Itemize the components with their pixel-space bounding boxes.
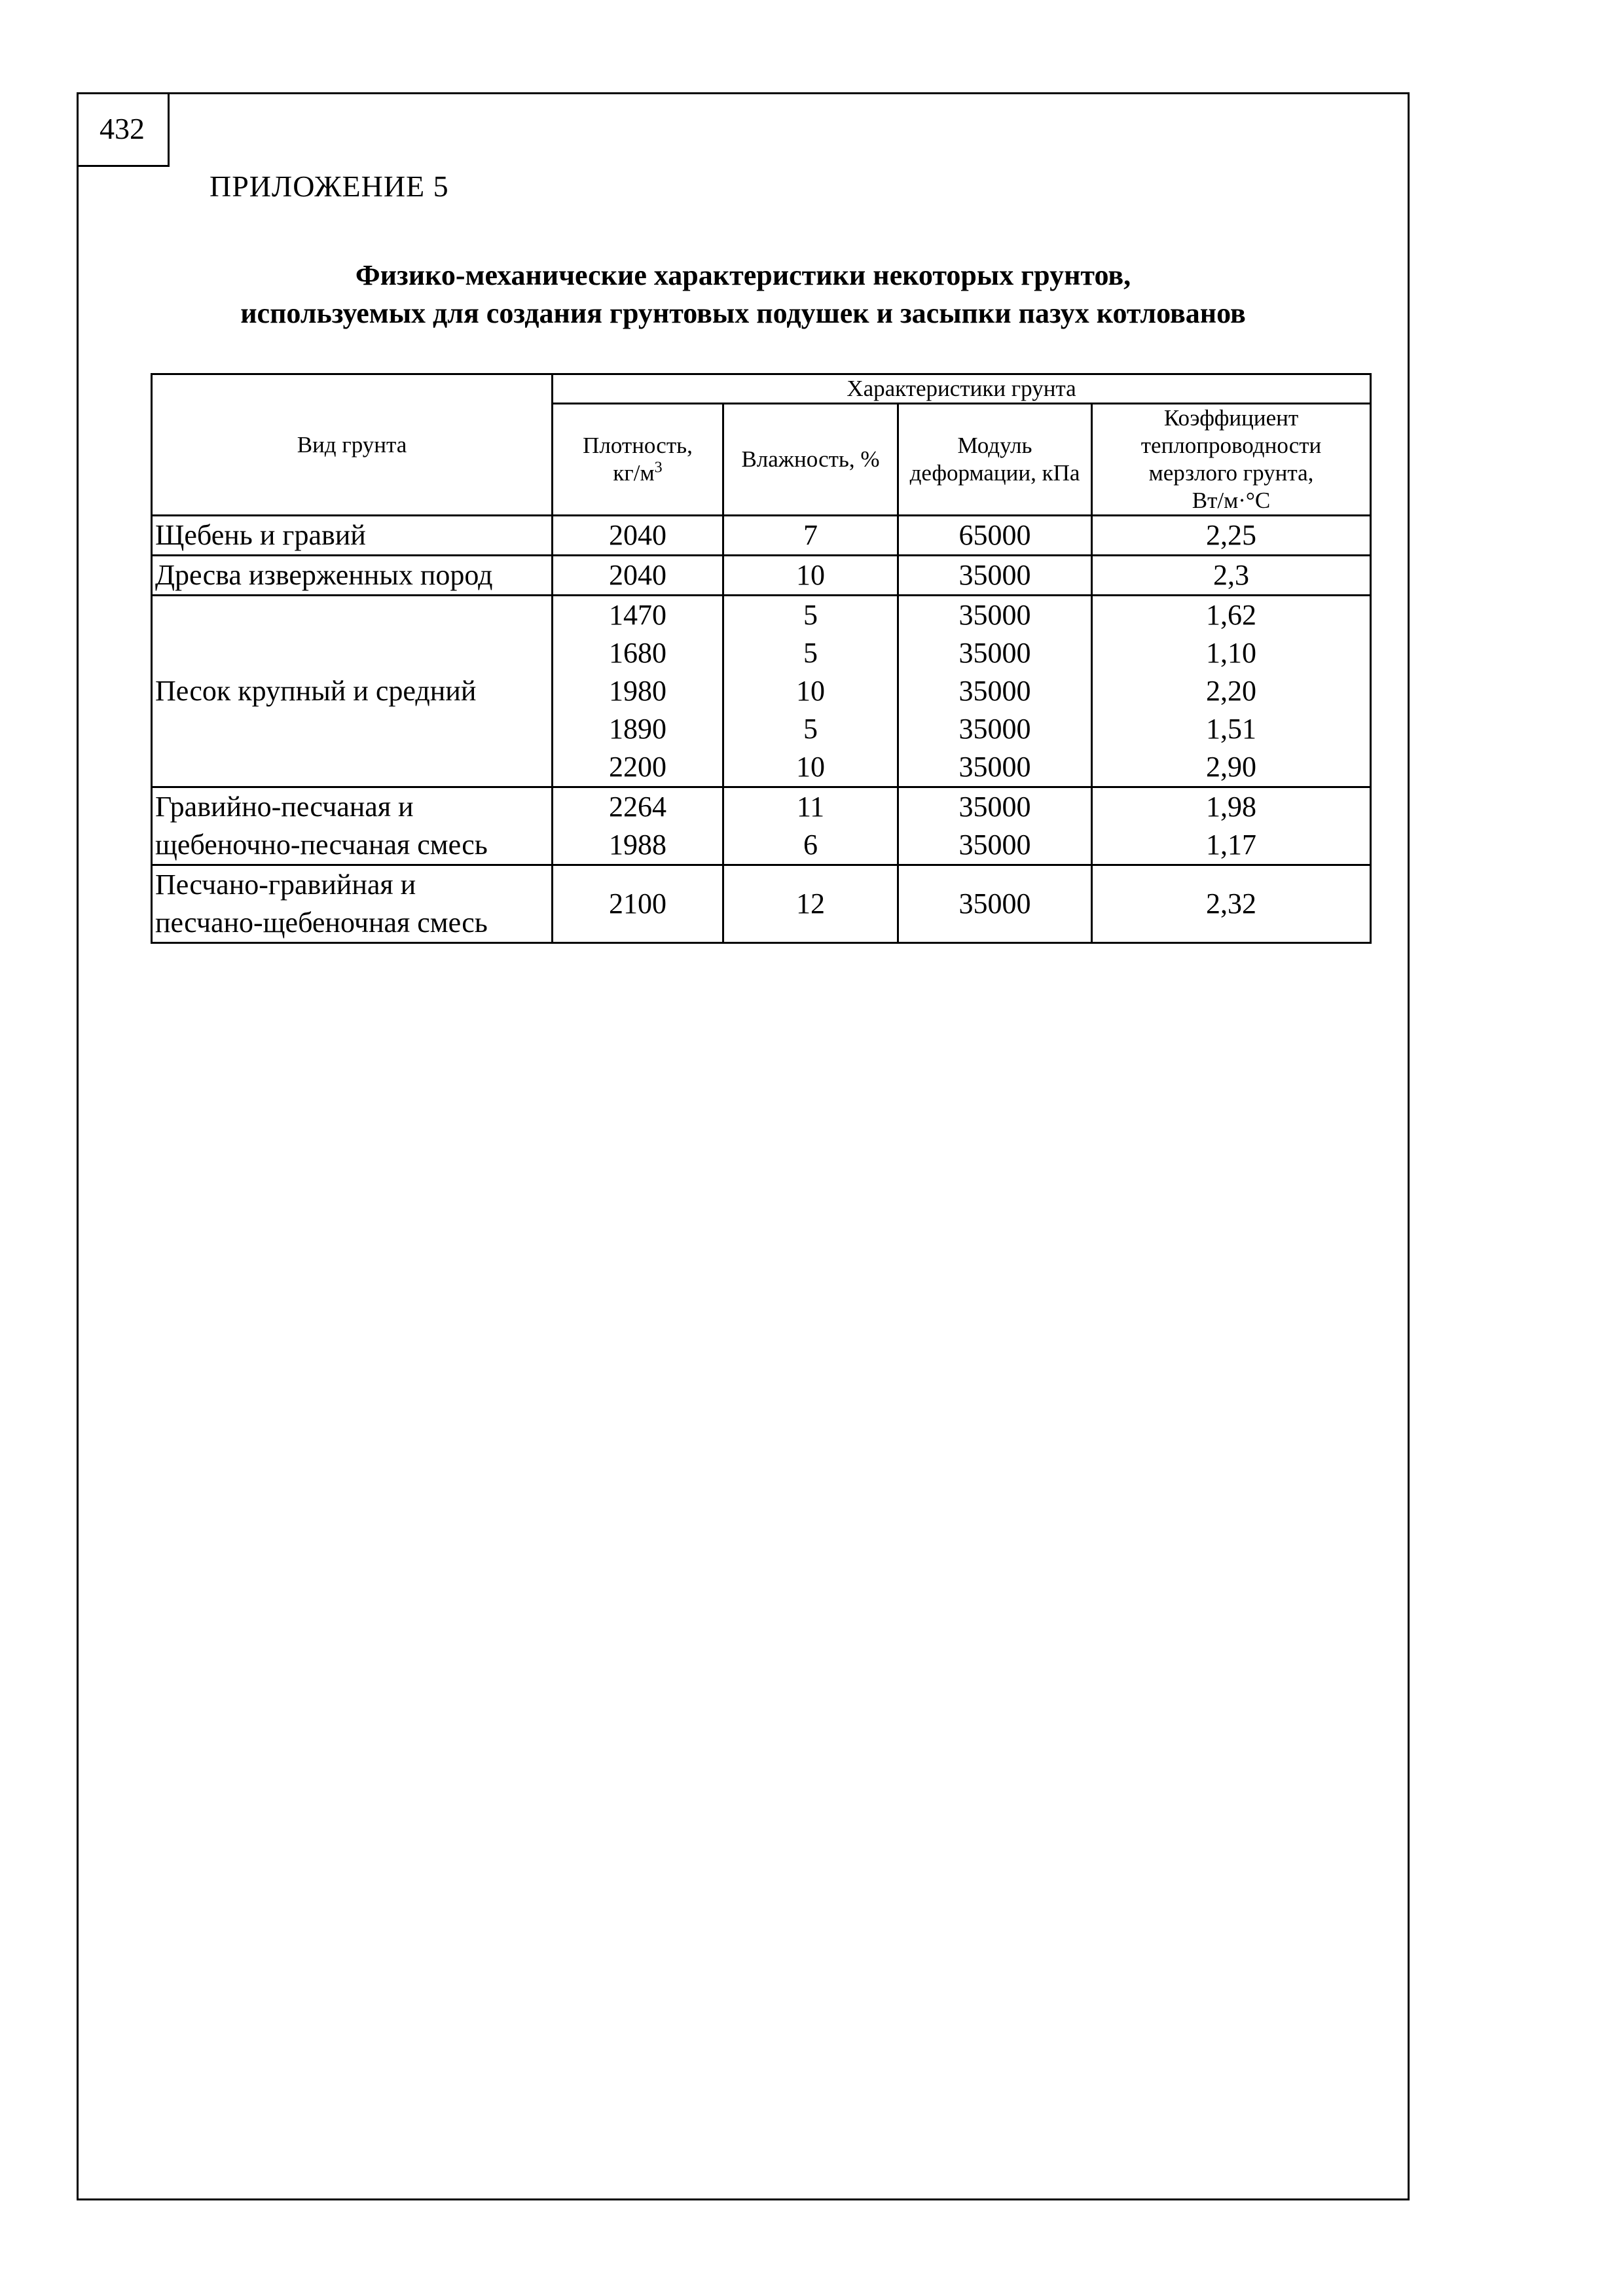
header-coef-line-4: Вт/м·°С	[1192, 488, 1271, 513]
soil-type-line: Гравийно-песчаная и	[155, 791, 414, 823]
thermal-conductivity-cell	[1092, 787, 1371, 865]
header-moisture: Влажность, %	[723, 404, 898, 516]
page-number	[77, 92, 170, 167]
table-row	[152, 516, 1371, 556]
density-cell	[553, 787, 723, 865]
cell-value: 2264	[609, 791, 666, 823]
header-coef-line-3: мерзлого грунта,	[1148, 460, 1314, 486]
cell-value: 2,90	[1206, 751, 1256, 783]
cell-value: 2,25	[1206, 519, 1256, 551]
header-soil-type: Вид грунта	[152, 374, 553, 516]
soil-type-cell	[152, 787, 553, 865]
cell-value: 35000	[958, 599, 1031, 631]
header-coef-line-1: Коэффициент	[1163, 405, 1299, 431]
cell-value: 35000	[958, 791, 1031, 823]
cell-value: 1980	[609, 675, 666, 707]
cell-value: 35000	[958, 829, 1031, 861]
modulus-cell	[898, 865, 1092, 943]
cell-value: 2040	[609, 559, 666, 591]
header-modulus-line-2: деформации, кПа	[909, 460, 1080, 486]
cell-value: 35000	[958, 675, 1031, 707]
cell-value: 6	[803, 829, 818, 861]
cell-value: 35000	[958, 713, 1031, 745]
thermal-conductivity-cell	[1092, 556, 1371, 596]
header-modulus	[898, 404, 1092, 516]
moisture-cell	[723, 556, 898, 596]
cell-value: 1470	[609, 599, 666, 631]
cell-value: 5	[803, 637, 818, 669]
header-density-unit-power: 3	[654, 459, 663, 476]
cell-value: 2040	[609, 519, 666, 551]
soil-type-cell	[152, 556, 553, 596]
soil-type-line: песчано-щебеночная смесь	[155, 906, 488, 939]
modulus-cell	[898, 516, 1092, 556]
soil-type-line: щебеночно-песчаная смесь	[155, 829, 488, 861]
cell-value: 5	[803, 599, 818, 631]
table-row	[152, 865, 1371, 943]
table-row	[152, 787, 1371, 865]
soil-type-line: Песчано-гравийная и	[155, 869, 416, 901]
appendix-label: ПРИЛОЖЕНИЕ 5	[210, 170, 449, 203]
soil-type-line: Щебень и гравий	[155, 519, 366, 551]
cell-value: 10	[796, 675, 825, 707]
cell-value: 1,17	[1206, 829, 1256, 861]
density-cell	[553, 865, 723, 943]
cell-value: 2,3	[1213, 559, 1249, 591]
soil-type-line: Дресва изверженных пород	[155, 559, 493, 591]
soil-type-line: Песок крупный и средний	[155, 675, 477, 707]
soil-type-cell	[152, 516, 553, 556]
cell-value: 35000	[958, 751, 1031, 783]
page-number-text: 432	[100, 112, 145, 145]
cell-value: 2,32	[1206, 888, 1256, 920]
cell-value: 12	[796, 888, 825, 920]
thermal-conductivity-cell	[1092, 596, 1371, 787]
cell-value: 1,51	[1206, 713, 1256, 745]
cell-value: 2200	[609, 751, 666, 783]
cell-value: 65000	[958, 519, 1031, 551]
moisture-cell	[723, 787, 898, 865]
table-title-line-1: Физико-механические характеристики некоторых грунтов,	[355, 259, 1131, 291]
cell-value: 11	[796, 791, 825, 823]
soil-type-cell	[152, 596, 553, 787]
thermal-conductivity-cell	[1092, 516, 1371, 556]
table-title	[77, 257, 1410, 332]
cell-value: 35000	[958, 888, 1031, 920]
cell-value: 1988	[609, 829, 666, 861]
moisture-cell	[723, 516, 898, 556]
table-body	[152, 516, 1371, 943]
table-row	[152, 596, 1371, 787]
header-density-label: Плотность,	[583, 433, 693, 458]
density-cell	[553, 556, 723, 596]
header-density-unit: кг/м	[613, 460, 655, 486]
cell-value: 1,10	[1206, 637, 1256, 669]
moisture-cell	[723, 865, 898, 943]
header-density-unit-line	[553, 459, 722, 487]
cell-value: 1,62	[1206, 599, 1256, 631]
soil-characteristics-table	[151, 373, 1372, 944]
cell-value: 1680	[609, 637, 666, 669]
header-coef-line-2: теплопроводности	[1140, 433, 1322, 458]
modulus-cell	[898, 787, 1092, 865]
table-title-line-2: используемых для создания грунтовых подушек и засыпки пазух котлованов	[240, 297, 1246, 329]
modulus-cell	[898, 596, 1092, 787]
header-density	[553, 404, 723, 516]
cell-value: 35000	[958, 637, 1031, 669]
cell-value: 2100	[609, 888, 666, 920]
header-soil-characteristics: Характеристики грунта	[553, 374, 1371, 404]
header-modulus-line-1: Модуль	[957, 433, 1032, 458]
table-row	[152, 556, 1371, 596]
cell-value: 35000	[958, 559, 1031, 591]
cell-value: 10	[796, 559, 825, 591]
cell-value: 2,20	[1206, 675, 1256, 707]
moisture-cell	[723, 596, 898, 787]
soil-type-cell	[152, 865, 553, 943]
density-cell	[553, 596, 723, 787]
cell-value: 1,98	[1206, 791, 1256, 823]
cell-value: 5	[803, 713, 818, 745]
thermal-conductivity-cell	[1092, 865, 1371, 943]
header-thermal-conductivity	[1092, 404, 1371, 516]
density-cell	[553, 516, 723, 556]
cell-value: 1890	[609, 713, 666, 745]
modulus-cell	[898, 556, 1092, 596]
cell-value: 7	[803, 519, 818, 551]
cell-value: 10	[796, 751, 825, 783]
